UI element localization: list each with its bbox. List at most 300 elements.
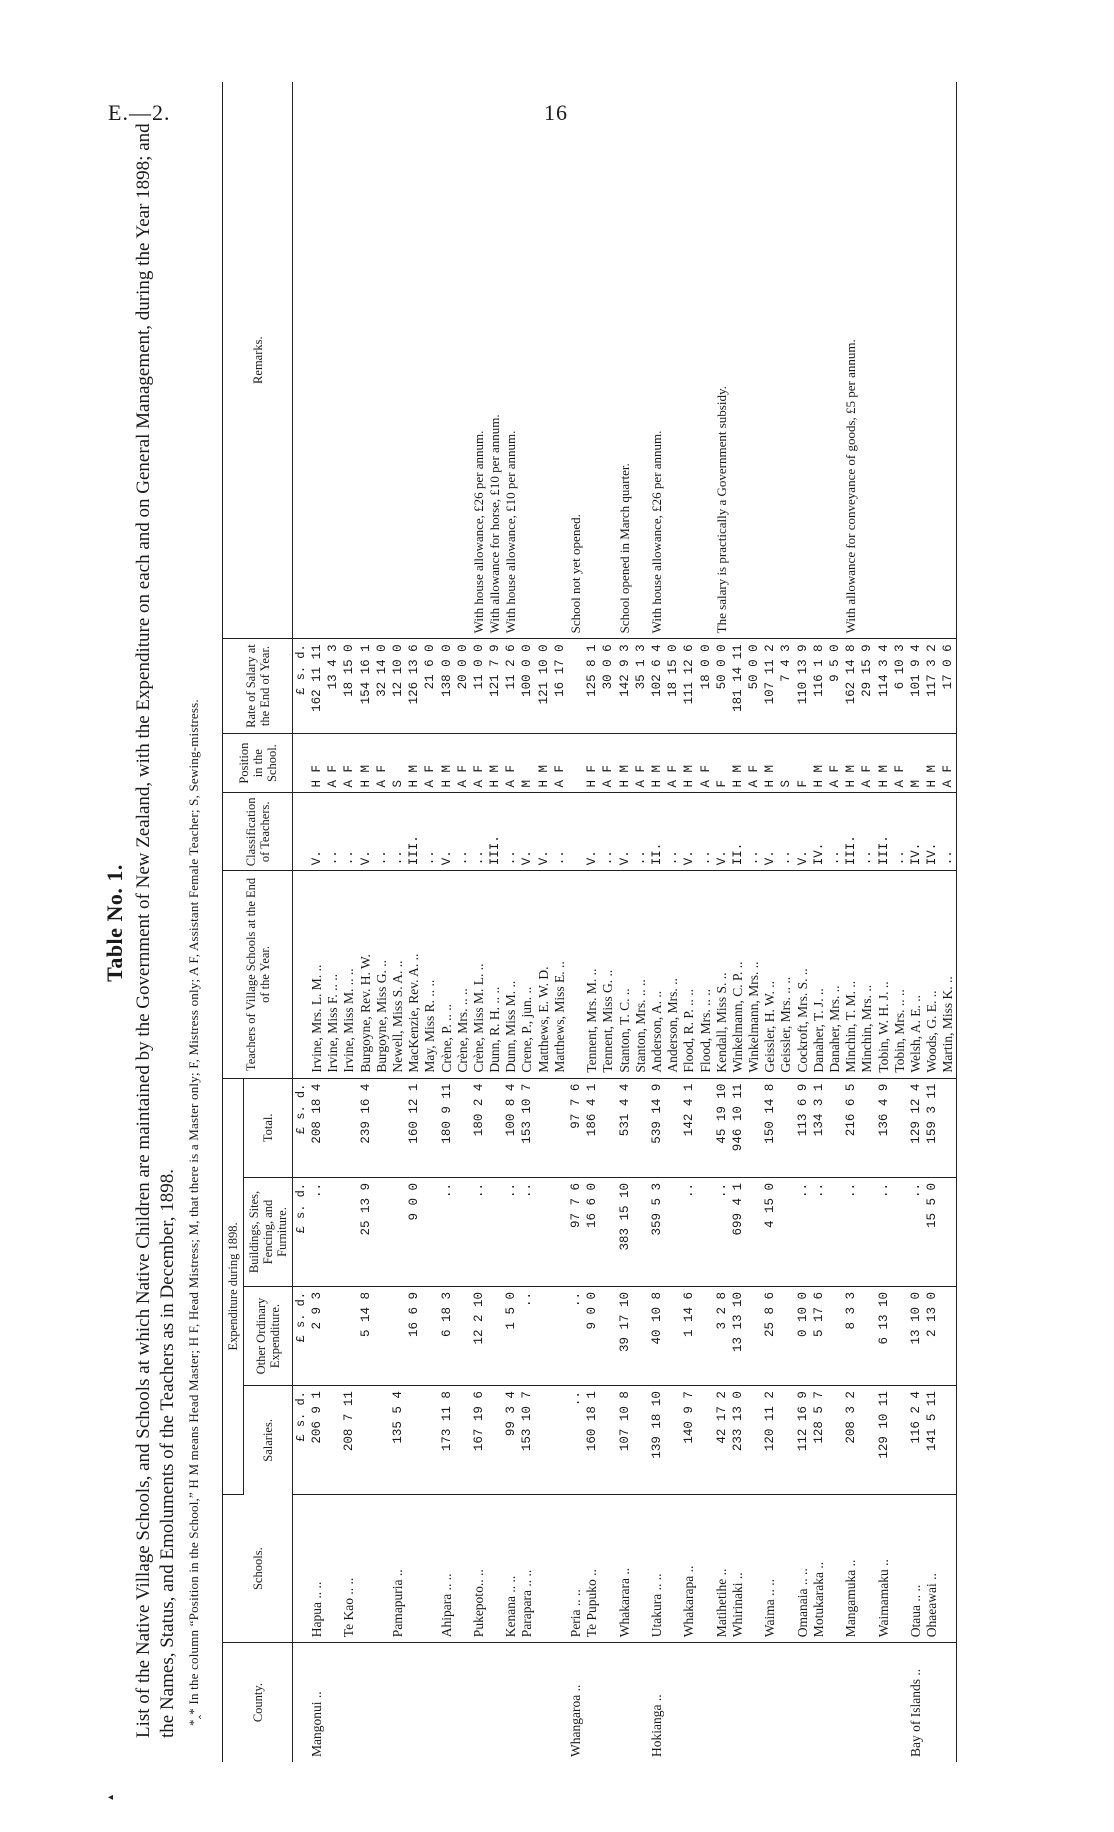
position-cell: A F (600, 733, 616, 793)
table-titles (62, 68, 202, 1778)
buildings-cell: .. (876, 1177, 892, 1286)
county-cell (341, 1643, 357, 1762)
total-cell: 159 3 11 (924, 1078, 940, 1177)
buildings-cell (455, 1177, 471, 1286)
classification-cell: V. (536, 793, 552, 871)
school-cell (940, 1495, 957, 1643)
classification-cell: .. (859, 793, 875, 871)
school-cell (552, 1495, 568, 1643)
table-row (762, 82, 778, 1762)
classification-cell: .. (600, 793, 616, 871)
teacher-cell: Stanton, Mrs. .. .. (633, 871, 649, 1078)
other-expenditure-cell: 8 3 3 (843, 1286, 859, 1385)
school-cell: Mangamuka .. (843, 1495, 859, 1643)
classification-cell: V. (439, 793, 455, 871)
rate-cell: 30 0 6 (600, 639, 616, 733)
other-expenditure-cell: 13 13 10 (730, 1286, 746, 1385)
remarks-cell (746, 82, 762, 639)
table-body (293, 82, 957, 1762)
other-expenditure-cell: 6 13 10 (876, 1286, 892, 1385)
table-row (859, 82, 875, 1762)
classification-cell: V. (681, 793, 697, 871)
school-cell: Waima .. .. (762, 1495, 778, 1643)
rate-cell: 50 0 0 (714, 639, 730, 733)
remarks-cell (309, 82, 325, 639)
table-row (795, 82, 811, 1762)
teacher-cell: Stanton, T. C. .. (617, 871, 633, 1078)
teacher-cell: Matthews, E. W. D. (536, 871, 552, 1078)
table-row (633, 82, 649, 1762)
remarks-cell (422, 82, 438, 639)
classification-cell: IV. (924, 793, 940, 871)
page-reference: E.—2. (108, 100, 171, 125)
position-cell: A F (827, 733, 843, 793)
position-cell: H M (811, 733, 827, 793)
buildings-cell (390, 1177, 406, 1286)
other-expenditure-cell: 25 8 6 (762, 1286, 778, 1385)
teacher-cell: Anderson, A. .. (649, 871, 665, 1078)
school-cell: Peria .. .. (568, 1495, 584, 1643)
school-cell (746, 1495, 762, 1643)
buildings-cell: .. (503, 1177, 519, 1286)
county-cell (617, 1643, 633, 1762)
other-expenditure-cell (487, 1286, 503, 1385)
school-cell (892, 1495, 908, 1643)
rate-cell: 142 9 3 (617, 639, 633, 733)
position-cell: A F (859, 733, 875, 793)
remarks-cell (681, 82, 697, 639)
rate-cell: 18 0 0 (698, 639, 714, 733)
rate-cell (568, 639, 584, 733)
county-cell (519, 1643, 535, 1762)
table-row (940, 82, 957, 1762)
other-expenditure-cell: .. (519, 1286, 535, 1385)
position-cell: H M (924, 733, 940, 793)
buildings-cell (827, 1177, 843, 1286)
total-cell (746, 1078, 762, 1177)
rate-cell: 100 0 0 (519, 639, 535, 733)
total-cell: 186 4 1 (584, 1078, 600, 1177)
classification-cell: III. (876, 793, 892, 871)
table-row (406, 82, 422, 1762)
school-cell (374, 1495, 390, 1643)
teacher-cell: Tobin, W. H. J. .. (876, 871, 892, 1078)
total-cell: 216 6 5 (843, 1078, 859, 1177)
remarks-cell: With allowance for conveyance of goods, £5 per annum. (843, 82, 859, 639)
classification-cell: III. (843, 793, 859, 871)
classification-cell: .. (471, 793, 487, 871)
rate-cell: 20 0 0 (455, 639, 471, 733)
county-cell (924, 1643, 940, 1762)
teacher-cell: Martin, Miss K. .. (940, 871, 957, 1078)
position-cell: H M (681, 733, 697, 793)
salaries-cell (406, 1386, 422, 1495)
county-cell (843, 1643, 859, 1762)
teacher-cell: Crène, Mrs. .. .. (455, 871, 471, 1078)
position-cell: H M (876, 733, 892, 793)
rate-cell: 114 3 4 (876, 639, 892, 733)
rate-cell: 12 10 0 (390, 639, 406, 733)
county-cell (487, 1643, 503, 1762)
county-cell (876, 1643, 892, 1762)
buildings-cell: 16 6 0 (584, 1177, 600, 1286)
remarks-cell (665, 82, 681, 639)
table-row (746, 82, 762, 1762)
position-cell: F (795, 733, 811, 793)
teacher-cell: Danaher, T. J. .. (811, 871, 827, 1078)
header-buildings: Buildings, Sites, Fencing, and Furniture. (244, 1177, 293, 1286)
other-expenditure-cell (325, 1286, 341, 1385)
school-cell (633, 1495, 649, 1643)
school-cell (665, 1495, 681, 1643)
county-cell (536, 1643, 552, 1762)
total-cell (698, 1078, 714, 1177)
table-row (924, 82, 940, 1762)
salaries-cell: 141 5 11 (924, 1386, 940, 1495)
school-cell: Ohaeawai .. (924, 1495, 940, 1643)
teacher-cell: Matthews, Miss E. .. (552, 871, 568, 1078)
remarks-cell: With allowance for horse, £10 per annum. (487, 82, 503, 639)
rate-cell: 21 6 0 (422, 639, 438, 733)
table-row (649, 82, 665, 1762)
classification-cell: IV. (908, 793, 924, 871)
table-row (455, 82, 471, 1762)
other-expenditure-cell: .. (568, 1286, 584, 1385)
total-cell (827, 1078, 843, 1177)
position-cell: M (908, 733, 924, 793)
total-cell: 531 4 4 (617, 1078, 633, 1177)
buildings-cell: 9 0 0 (406, 1177, 422, 1286)
remarks-cell (762, 82, 778, 639)
county-cell (827, 1643, 843, 1762)
county-cell (390, 1643, 406, 1762)
school-cell: Omanaia .. .. (795, 1495, 811, 1643)
salaries-cell: 129 10 11 (876, 1386, 892, 1495)
remarks-cell (552, 82, 568, 639)
rate-cell: 111 12 6 (681, 639, 697, 733)
buildings-cell: 25 13 9 (358, 1177, 374, 1286)
other-expenditure-cell (665, 1286, 681, 1385)
table-row (843, 82, 859, 1762)
rate-cell: 138 0 0 (439, 639, 455, 733)
remarks-cell (341, 82, 357, 639)
teacher-cell: Minchin, Mrs. .. (859, 871, 875, 1078)
rate-cell: 11 0 0 (471, 639, 487, 733)
rate-cell: 18 15 0 (665, 639, 681, 733)
salaries-cell (859, 1386, 875, 1495)
teacher-cell: Woods, G. E. .. (924, 871, 940, 1078)
total-cell (552, 1078, 568, 1177)
rate-cell: 107 11 2 (762, 639, 778, 733)
other-expenditure-cell: 6 18 3 (439, 1286, 455, 1385)
buildings-cell: .. (843, 1177, 859, 1286)
school-cell: Pamapuria .. (390, 1495, 406, 1643)
county-cell (795, 1643, 811, 1762)
other-expenditure-cell: 40 10 8 (649, 1286, 665, 1385)
unit-other: £ s. d. (293, 1286, 310, 1385)
county-cell (600, 1643, 616, 1762)
county-cell (503, 1643, 519, 1762)
buildings-cell (698, 1177, 714, 1286)
rate-cell: 102 6 4 (649, 639, 665, 733)
county-cell (374, 1643, 390, 1762)
total-cell: 180 9 11 (439, 1078, 455, 1177)
other-expenditure-cell (633, 1286, 649, 1385)
school-cell: Whirinaki .. (730, 1495, 746, 1643)
position-cell: F (714, 733, 730, 793)
table-row (617, 82, 633, 1762)
teacher-cell: Irvine, Mrs. L. M. .. (309, 871, 325, 1078)
total-cell (859, 1078, 875, 1177)
county-cell (358, 1643, 374, 1762)
teacher-cell: Crene, P., jun. .. (519, 871, 535, 1078)
buildings-cell: .. (811, 1177, 827, 1286)
county-cell (455, 1643, 471, 1762)
total-cell: 136 4 9 (876, 1078, 892, 1177)
buildings-cell: .. (681, 1177, 697, 1286)
buildings-cell (746, 1177, 762, 1286)
salaries-cell: 120 11 2 (762, 1386, 778, 1495)
salaries-cell: 128 5 7 (811, 1386, 827, 1495)
salaries-cell (422, 1386, 438, 1495)
unit-total: £ s. d. (293, 1078, 310, 1177)
rate-cell: 6 10 3 (892, 639, 908, 733)
margin-mark: ◂ (108, 1792, 114, 1803)
rate-cell: 35 1 3 (633, 639, 649, 733)
table-row (681, 82, 697, 1762)
position-cell: A F (341, 733, 357, 793)
position-cell: H M (730, 733, 746, 793)
position-cell: A F (374, 733, 390, 793)
position-cell: S (778, 733, 794, 793)
buildings-cell (536, 1177, 552, 1286)
other-expenditure-cell (341, 1286, 357, 1385)
total-cell: 180 2 4 (471, 1078, 487, 1177)
remarks-cell (358, 82, 374, 639)
buildings-cell: 359 5 3 (649, 1177, 665, 1286)
salaries-cell (665, 1386, 681, 1495)
classification-cell: II. (649, 793, 665, 871)
remarks-cell (859, 82, 875, 639)
position-cell: M (519, 733, 535, 793)
table-description: List of the Native Village Schools, and Schools at which Native Children are maintained by the Government of New Zealand, with the Expenditure on each and on General Management, during the Year 1898; and the Names, Status, and Emoluments of the Teachers as in December, 1898. (133, 123, 178, 1738)
county-cell (325, 1643, 341, 1762)
page-number: 16 (544, 100, 568, 125)
table-row (390, 82, 406, 1762)
teacher-cell: Danaher, Mrs. .. (827, 871, 843, 1078)
remarks-cell (600, 82, 616, 639)
classification-cell: .. (633, 793, 649, 871)
remarks-cell: School opened in March quarter. (617, 82, 633, 639)
remarks-cell (730, 82, 746, 639)
remarks-cell (455, 82, 471, 639)
rate-cell: 11 2 6 (503, 639, 519, 733)
teacher-cell: Burgoyne, Miss G. .. (374, 871, 390, 1078)
teacher-cell: Burgoyne, Rev. H. W. (358, 871, 374, 1078)
classification-cell: V. (617, 793, 633, 871)
buildings-cell (325, 1177, 341, 1286)
total-cell: 97 7 6 (568, 1078, 584, 1177)
remarks-cell: With house allowance, £26 per annum. (649, 82, 665, 639)
remarks-cell: The salary is practically a Government subsidy. (714, 82, 730, 639)
buildings-cell (778, 1177, 794, 1286)
other-expenditure-cell (552, 1286, 568, 1385)
salaries-cell: 139 18 10 (649, 1386, 665, 1495)
salaries-cell (325, 1386, 341, 1495)
buildings-cell: .. (908, 1177, 924, 1286)
other-expenditure-cell (600, 1286, 616, 1385)
school-cell (325, 1495, 341, 1643)
salaries-cell: 153 10 7 (519, 1386, 535, 1495)
other-expenditure-cell: 16 6 9 (406, 1286, 422, 1385)
remarks-cell (892, 82, 908, 639)
header-rate: Rate of Salary at the End of Year. (223, 639, 293, 733)
table-row (600, 82, 616, 1762)
total-cell: 153 10 7 (519, 1078, 535, 1177)
rate-cell: 9 5 0 (827, 639, 843, 733)
teacher-cell: Kendall, Miss S. .. (714, 871, 730, 1078)
header-expenditure: Expenditure during 1898. (223, 1078, 244, 1494)
buildings-cell (600, 1177, 616, 1286)
teacher-cell: Flood, R. P. .. .. (681, 871, 697, 1078)
remarks-cell (811, 82, 827, 639)
school-cell: Kenana .. .. (503, 1495, 519, 1643)
teacher-cell: Geissler, H. W. .. (762, 871, 778, 1078)
rate-cell: 50 0 0 (746, 639, 762, 733)
rate-cell: 18 15 0 (341, 639, 357, 733)
position-cell: H M (536, 733, 552, 793)
school-cell: Parapara .. .. (519, 1495, 535, 1643)
rate-cell: 101 9 4 (908, 639, 924, 733)
other-expenditure-cell: 1 14 6 (681, 1286, 697, 1385)
salaries-cell (374, 1386, 390, 1495)
buildings-cell: 97 7 6 (568, 1177, 584, 1286)
school-cell: Ahipara .. .. (439, 1495, 455, 1643)
total-cell (422, 1078, 438, 1177)
unit-buildings: £ s. d. (293, 1177, 310, 1286)
buildings-cell (940, 1177, 957, 1286)
teacher-cell: Dunn, R. H. .. .. (487, 871, 503, 1078)
classification-cell: II. (730, 793, 746, 871)
classification-cell: .. (552, 793, 568, 871)
teacher-cell (568, 871, 584, 1078)
classification-cell: V. (714, 793, 730, 871)
teacher-cell: Newell, Miss S. A. .. (390, 871, 406, 1078)
buildings-cell (422, 1177, 438, 1286)
position-cell: A F (940, 733, 957, 793)
salaries-cell (778, 1386, 794, 1495)
school-cell (827, 1495, 843, 1643)
rate-cell: 154 16 1 (358, 639, 374, 733)
other-expenditure-cell: 13 10 0 (908, 1286, 924, 1385)
header-schools: Schools. (223, 1495, 293, 1643)
table-note: *‸* In the column “Position in the School,” H M means Head Master; H F, Head Mistress; M, that there is a Master only; F, Mistress only; A F, Assistant Female Teacher; S, Sewing-mistress. (186, 699, 201, 1726)
classification-cell (568, 793, 584, 871)
position-cell: A F (471, 733, 487, 793)
county-cell (730, 1643, 746, 1762)
remarks-cell (406, 82, 422, 639)
rate-cell: 32 14 0 (374, 639, 390, 733)
salaries-cell (746, 1386, 762, 1495)
header-classification: Classification of Teachers. (223, 793, 293, 871)
total-cell (892, 1078, 908, 1177)
school-cell: Waimamaku .. (876, 1495, 892, 1643)
table-row (892, 82, 908, 1762)
other-expenditure-cell (374, 1286, 390, 1385)
county-cell: Mangonui .. (309, 1691, 324, 1757)
header-salaries: Salaries. (244, 1386, 293, 1495)
other-expenditure-cell: 5 17 6 (811, 1286, 827, 1385)
table-row (714, 82, 730, 1762)
teacher-cell: Cockroft, Mrs. S. .. (795, 871, 811, 1078)
school-cell (859, 1495, 875, 1643)
remarks-cell (633, 82, 649, 639)
classification-cell: .. (390, 793, 406, 871)
remarks-cell: With house allowance, £26 per annum. (471, 82, 487, 639)
salaries-cell (358, 1386, 374, 1495)
total-cell (778, 1078, 794, 1177)
header-teachers: Teachers of Village Schools at the End of the Year. (223, 871, 293, 1078)
county-cell (471, 1643, 487, 1762)
classification-cell: V. (762, 793, 778, 871)
rate-cell: 162 11 11 (309, 639, 325, 733)
county-cell (584, 1643, 600, 1762)
teacher-cell: Crène, Miss M. L. .. (471, 871, 487, 1078)
table-row (487, 82, 503, 1762)
rate-cell: 121 7 9 (487, 639, 503, 733)
school-cell: Pukepoto.. .. (471, 1495, 487, 1643)
other-expenditure-cell: 12 2 10 (471, 1286, 487, 1385)
salaries-cell (552, 1386, 568, 1495)
position-cell: A F (325, 733, 341, 793)
teacher-cell: Anderson, Mrs. .. (665, 871, 681, 1078)
salaries-cell (600, 1386, 616, 1495)
remarks-cell (390, 82, 406, 639)
classification-cell: III. (406, 793, 422, 871)
other-expenditure-cell (892, 1286, 908, 1385)
position-cell: H F (309, 733, 325, 793)
header-position: Position in the School. (223, 733, 293, 793)
school-cell (600, 1495, 616, 1643)
other-expenditure-cell: 2 9 3 (309, 1286, 325, 1385)
total-cell: 160 12 1 (406, 1078, 422, 1177)
classification-cell: .. (422, 793, 438, 871)
header-other-expenditure: Other Ordinary Expenditure. (244, 1286, 293, 1385)
classification-cell: .. (325, 793, 341, 871)
table-row (439, 82, 455, 1762)
unit-rate: £ s. d. (293, 639, 310, 733)
position-cell: A F (503, 733, 519, 793)
unit-salaries: £ s. d. (293, 1386, 310, 1495)
county-cell (811, 1643, 827, 1762)
county-cell: Whangaroa .. (568, 1684, 583, 1757)
position-cell: A F (698, 733, 714, 793)
classification-cell: .. (698, 793, 714, 871)
table-row (325, 82, 341, 1762)
school-cell (422, 1495, 438, 1643)
total-cell (341, 1078, 357, 1177)
table-row (584, 82, 600, 1762)
salaries-cell: 206 9 1 (309, 1386, 325, 1495)
other-expenditure-cell: 5 14 8 (358, 1286, 374, 1385)
table-row (811, 82, 827, 1762)
county-cell (698, 1643, 714, 1762)
rate-cell: 17 0 6 (940, 639, 957, 733)
salaries-cell (940, 1386, 957, 1495)
teacher-cell: Tennent, Mrs. M. .. (584, 871, 600, 1078)
position-cell: H M (649, 733, 665, 793)
salaries-cell (536, 1386, 552, 1495)
